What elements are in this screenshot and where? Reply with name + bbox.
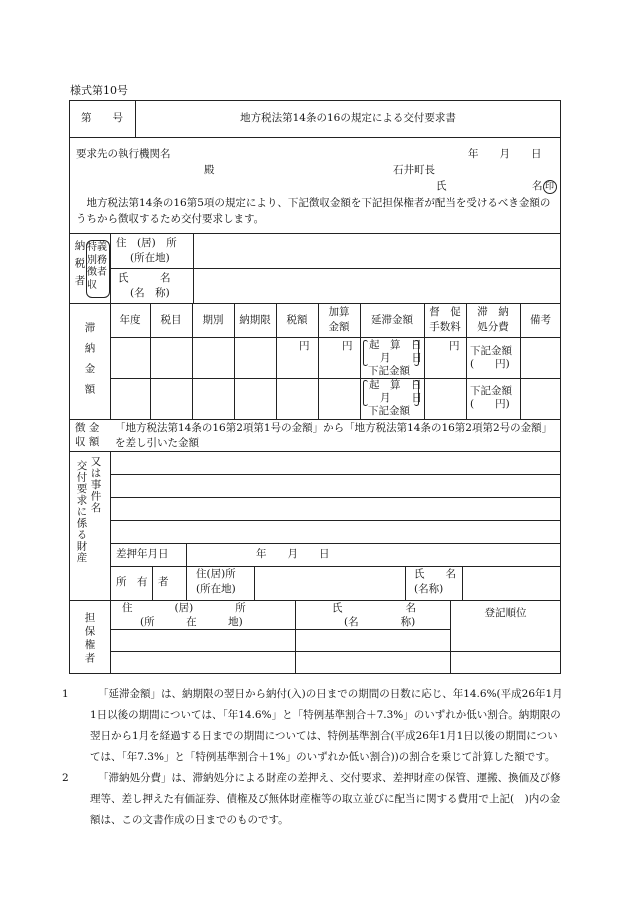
owner-address: 住(居)所 (196, 568, 236, 580)
number-label: 第 号 (81, 112, 123, 124)
document-title: 地方税法第14条の16の規定による交付要求書 (240, 112, 456, 124)
divider (186, 543, 187, 600)
divider (69, 137, 561, 138)
seizure-date: 年 月 日 (256, 548, 330, 560)
owner-name-sub: (名称) (414, 583, 444, 595)
collect-text: 「地方税法第14条の16第2項第1号の金額」から「地方税法第14条の16第2項第2号の金額」を差し引いた金額 (115, 422, 553, 449)
name-label: 氏 (436, 180, 447, 192)
divider (69, 451, 561, 452)
col-delinquency: 延滞金額 (371, 314, 413, 326)
security-name: 氏 名 (332, 602, 416, 614)
taxpayer-address-sub: (所在地) (130, 252, 170, 264)
yen-unit: 円 (449, 340, 460, 352)
col-tax-item: 税目 (160, 314, 182, 326)
collect-label-2: 収 額 (75, 436, 100, 448)
notes (62, 684, 566, 831)
security-address: 住 (居) 所 (122, 602, 246, 614)
divider (69, 419, 561, 420)
taxpayer-label: 納税者 (73, 240, 86, 293)
divider (193, 233, 194, 303)
disposal-paren: ( 円) (470, 398, 510, 410)
request-body: 地方税法第14条の16第5項の規定により、下記徴収金額を下記担保権者が配当を受けるべき金額のうちから徴収するため交付要求します。 (76, 197, 551, 225)
divider (254, 566, 255, 600)
col-addition-2: 金額 (328, 321, 350, 333)
divider (110, 474, 561, 475)
registration-rank: 登記順位 (484, 607, 527, 619)
date-label: 年 月 日 (468, 148, 542, 160)
divider (110, 497, 561, 498)
property-label-sub: 又は事件名 (89, 456, 102, 514)
month-day-label: 月 日 (380, 352, 422, 364)
collect-label-1: 徴 金 (75, 422, 100, 434)
divider (110, 629, 450, 630)
col-tax-amount: 税額 (286, 314, 308, 326)
seal-label: 名 (532, 180, 543, 192)
divider (69, 303, 561, 304)
divider (462, 566, 463, 600)
divider (405, 566, 406, 600)
divider (110, 566, 561, 567)
seal-stamp: 印 (543, 180, 557, 194)
below-amount-label: 下記金額 (368, 405, 410, 417)
owner-name: 氏 名 (414, 568, 456, 580)
col-addition-1: 加算 (328, 306, 350, 318)
taxpayer-address-label: 住 (居) 所 (116, 237, 177, 249)
col-year: 年度 (119, 314, 141, 326)
below-amount-label: 下記金額 (368, 365, 410, 377)
security-holder-label: 担保権者 (83, 612, 96, 666)
col-fee-2: 手数料 (429, 321, 461, 333)
disposal-paren: ( 円) (470, 358, 510, 370)
divider (110, 451, 111, 674)
name-label-2 (532, 180, 557, 194)
divider (110, 543, 561, 544)
divider (295, 600, 296, 674)
yen-unit: 円 (299, 340, 310, 352)
divider (110, 378, 561, 379)
disposal-below: 下記金額 (470, 345, 512, 357)
divider (110, 520, 561, 521)
col-remarks: 備考 (530, 314, 551, 326)
start-date-label: 起 算 日 (369, 339, 422, 351)
owner-address-sub: (所在地) (196, 583, 236, 595)
divider (110, 268, 561, 269)
property-label: 交付要求に係る財産 (75, 460, 88, 564)
col-due: 納期限 (239, 314, 271, 326)
taxpayer-special: 特義 別務 徴者 収 (87, 242, 107, 291)
arrears-label: 滞納金額 (83, 322, 96, 404)
note-item: 2 「滞納処分費」は、滞納処分による財産の差押え、交付要求、差押財産の保管、運搬、換価及び修理等、差し押えた有価証券、債権及び無体財産権等の取立並びに配当に関する費用で上記( )内の金額は、この文書作成の日までのものです。 (62, 772, 561, 826)
honorific: 殿 (204, 164, 215, 176)
col-disposal-2: 処分費 (477, 321, 509, 333)
owner-label: 所 有 者 (116, 576, 169, 588)
taxpayer-name-sub: (名 称) (130, 287, 170, 299)
divider (69, 600, 561, 601)
divider (69, 233, 561, 234)
bracket-left (363, 380, 368, 406)
divider (110, 337, 561, 338)
divider (110, 651, 561, 652)
destination-label: 要求先の執行機関名 (76, 148, 171, 160)
note-item: 1 「延滞金額」は、納期限の翌日から納付(入)の日までの期間の日数に応じ、年14.6%(平成26年1月1日以後の期間については、「年14.6%」と「特例基準割合＋7.3%」のいずれか低い割合。納期限の翌日から1月を経過する日までの期間については、特例基準割合(平成26年1月1日以後の期間については、「年7.3%」と「特例基準割合＋1%」のいずれか低い割合))の割合を乗じて計算した額です。 (62, 688, 563, 763)
yen-unit: 円 (342, 340, 353, 352)
col-fee-1: 督 促 (429, 306, 461, 318)
col-disposal-1: 滞 納 (477, 306, 509, 318)
town-head: 石井町長 (393, 164, 435, 176)
month-day-label: 月 日 (380, 392, 422, 404)
taxpayer-name-label: 氏 名 (118, 272, 171, 284)
start-date-label: 起 算 日 (369, 379, 422, 391)
col-period: 期別 (202, 314, 224, 326)
security-name-sub: (名 称) (344, 616, 416, 628)
seizure-date-label: 差押年月日 (116, 548, 169, 560)
form-number: 様式第10号 (70, 84, 128, 97)
security-address-sub: (所 在 地) (140, 616, 243, 628)
disposal-below: 下記金額 (470, 385, 512, 397)
bracket-left (363, 340, 368, 366)
